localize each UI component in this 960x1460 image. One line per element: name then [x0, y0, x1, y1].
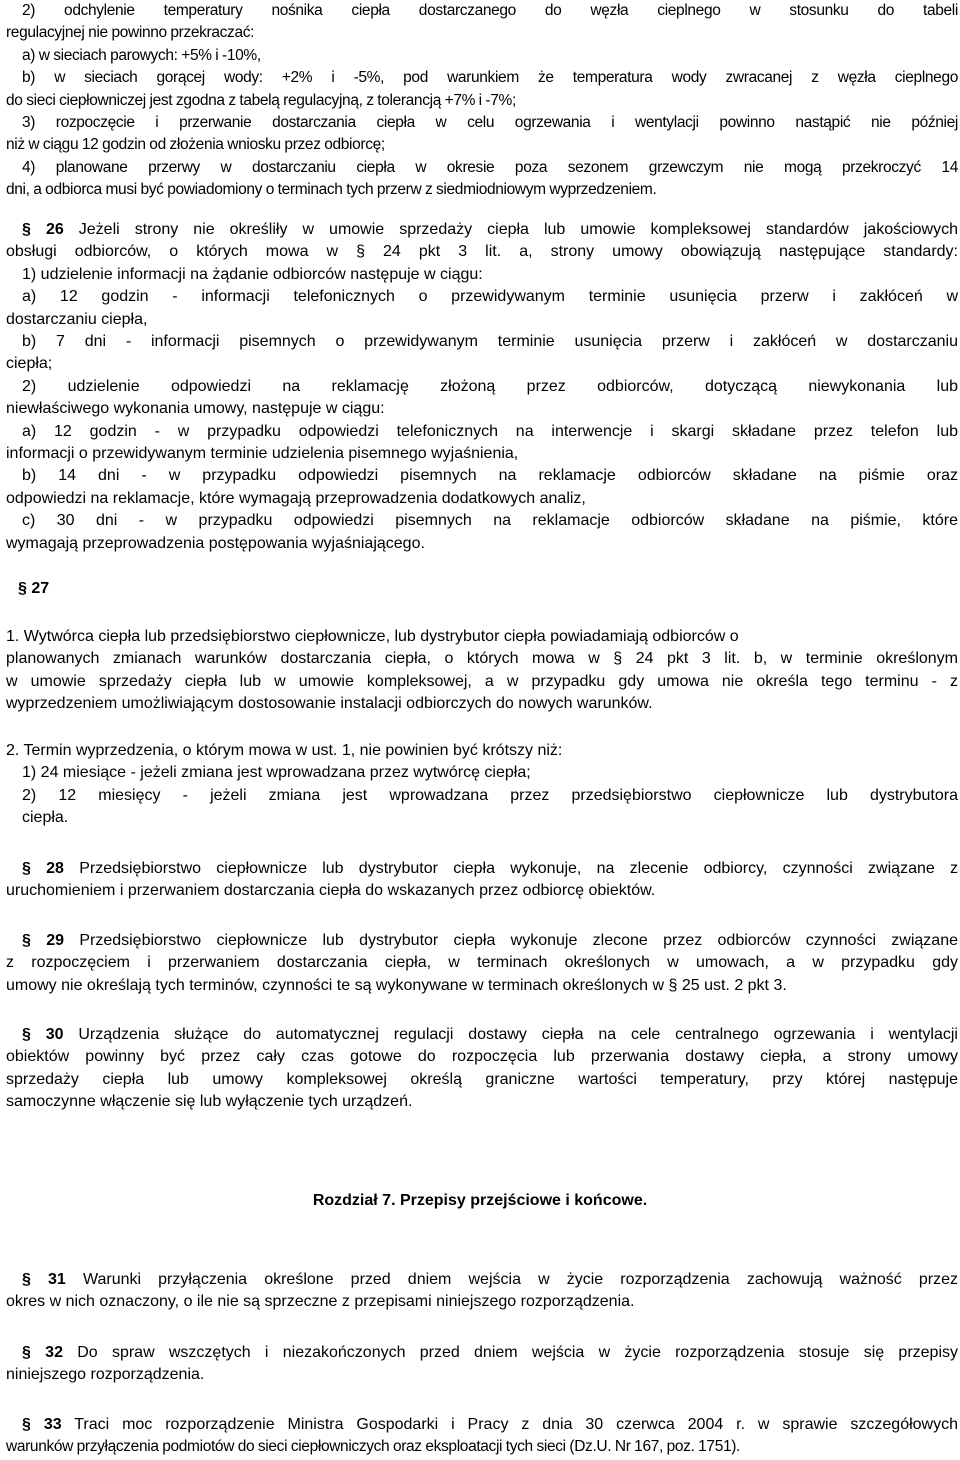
text-line: niż w ciągu 12 godzin od złożenia wniosku przez odbiorcę; — [6, 136, 385, 154]
section-symbol: § — [18, 580, 27, 597]
text-line: c) 30 dni - w przypadku odpowiedzi pisemnych na reklamacje odbiorców składane na piśmie, które — [22, 512, 958, 530]
section-number: 27 — [31, 580, 50, 597]
text-line: odpowiedzi na reklamacje, które wymagają przeprowadzenia dodatkowych analiz, — [6, 489, 586, 507]
text-line: umowy nie określają tych terminów, czynności te są wykonywane w terminach określonych w § 25 ust. 2 pkt 3. — [6, 976, 787, 994]
text-line: b) 14 dni - w przypadku odpowiedzi pisemnych na reklamacje odbiorców składane na piśmie oraz — [22, 467, 958, 485]
section-symbol: § — [22, 1416, 31, 1433]
section-30 — [6, 1024, 958, 1114]
text-line: niewłaściwego wykonania umowy, następuje w ciągu: — [6, 400, 385, 418]
text-line: a) 12 godzin - informacji telefonicznych o przewidywanym terminie usunięcia przerw i zakłóceń w — [22, 288, 958, 306]
chapter-heading: Rozdział 7. Przepisy przejściowe i końcowe. — [312, 1192, 648, 1209]
text-line: niniejszego rozporządzenia. — [6, 1366, 205, 1384]
section-number: 29 — [46, 932, 65, 949]
text-line: wymagają przeprowadzenia postępowania wyjaśniającego. — [6, 534, 425, 552]
section-29 — [6, 930, 958, 997]
text-line: 2) 12 miesięcy - jeżeli zmiana jest wprowadzana przez przedsiębiorstwo ciepłownicze lub dystrybutora — [22, 786, 958, 804]
section-number: 30 — [45, 1026, 64, 1043]
text-line: 1) 24 miesiące - jeżeli zmiana jest wprowadzana przez wytwórcę ciepła; — [22, 764, 531, 782]
section-symbol: § — [22, 1271, 31, 1288]
section-27-paragraph-2 — [6, 740, 958, 830]
text-line: 2) odchylenie temperatury nośnika ciepła dostarczanego do węzła cieplnego w stosunku do tabeli — [22, 2, 958, 19]
text-line — [6, 858, 958, 880]
text-line: do sieci ciepłowniczej jest zgodna z tabelą regulacyjną, z tolerancją +7% i -7%; — [6, 91, 516, 109]
text-line: 2. Termin wyprzedzenia, o którym mowa w ust. 1, nie powinien być krótszy niż: — [6, 742, 563, 759]
text-line: dni, a odbiorca musi być powiadomiony o terminach tych przerw z siedmiodniowym wyprzedzeniem. — [6, 181, 657, 199]
text-line: planowanych zmianach warunków dostarczania ciepła, o których mowa w § 24 pkt 3 lit. b, w terminie określonym — [6, 650, 958, 668]
text-line: warunków przyłączenia podmiotów do sieci ciepłowniczych oraz eksploatacji tych sieci (Dz.U. Nr 167, poz. 1751). — [6, 1438, 741, 1456]
text-span: Urządzenia służące do automatycznej regulacji dostawy ciepła na cele centralnego ogrzewania i wentylacji — [78, 1026, 958, 1043]
section-32 — [6, 1342, 958, 1387]
section-26 — [6, 219, 958, 555]
section-symbol: § — [22, 221, 31, 238]
text-span: Do spraw wszczętych i niezakończonych przed dniem wejścia w życie rozporządzenia stosuje się przepisy — [77, 1344, 958, 1361]
section-number: 33 — [43, 1416, 62, 1433]
section-number: 31 — [48, 1271, 66, 1288]
text-line: dostarczaniu ciepła, — [6, 310, 148, 328]
text-line: b) w sieciach gorącej wody: +2% i -5%, pod warunkiem że temperatura wody zwracanej z węzła cieplnego — [22, 69, 958, 87]
text-line — [6, 1269, 958, 1291]
text-line: b) 7 dni - informacji pisemnych o przewidywanym terminie usunięcia przerw i zakłóceń w dostarczaniu — [22, 333, 958, 351]
text-line — [6, 1024, 958, 1046]
text-line: regulacyjnej nie powinno przekraczać: — [6, 24, 255, 42]
text-line — [6, 219, 958, 241]
text-line: informacji o przewidywanym terminie udzielenia pisemnego wyjaśnienia, — [6, 445, 519, 463]
text-span: Traci moc rozporządzenie Ministra Gospodarki i Pracy z dnia 30 czerwca 2004 r. w sprawie szczegółowych — [74, 1416, 959, 1433]
section-symbol: § — [22, 932, 31, 949]
text-line: samoczynne włączenie się lub wyłączenie tych urządzeń. — [6, 1093, 413, 1111]
paragraph-deviations — [6, 0, 958, 202]
text-line: obsługi odbiorców, o których mowa w § 24 pkt 3 lit. a, strony umowy obowiązują następujące standardy: — [6, 243, 958, 261]
text-span: Przedsiębiorstwo ciepłownicze lub dystrybutor ciepła wykonuje, na zlecenie odbiorcy, czynności związane z — [79, 860, 958, 877]
section-27-heading — [18, 578, 49, 600]
section-number: 32 — [45, 1344, 63, 1361]
section-number: 28 — [46, 860, 64, 877]
text-line: 1) udzielenie informacji na żądanie odbiorców następuje w ciągu: — [22, 265, 483, 283]
text-line: a) 12 godzin - w przypadku odpowiedzi telefonicznych na interwencje i skargi składane przez telefon lub — [22, 422, 958, 440]
text-span: Przedsiębiorstwo ciepłownicze lub dystrybutor ciepła wykonuje zlecone przez odbiorców czynności związane — [79, 932, 959, 949]
section-28 — [6, 858, 958, 903]
text-line: 4) planowane przerwy w dostarczaniu ciepła w okresie poza sezonem grzewczym nie mogą przekroczyć 14 — [22, 158, 958, 176]
section-33 — [6, 1414, 958, 1459]
text-line: 2) udzielenie odpowiedzi na reklamację złożoną przez odbiorców, dotyczącą niewykonania lub — [22, 377, 958, 395]
text-line: 3) rozpoczęcie i przerwanie dostarczania ciepła w celu ogrzewania i wentylacji powinno nastąpić nie później — [22, 114, 958, 132]
section-31 — [6, 1269, 958, 1314]
text-line — [6, 1342, 958, 1364]
text-line: 1. Wytwórca ciepła lub przedsiębiorstwo ciepłownicze, lub dystrybutor ciepła powiadamiają odbiorców o — [6, 628, 739, 645]
text-line: uruchomieniem i przerwaniem dostarczania ciepła do wskazanych przez odbiorcę obiektów. — [6, 882, 656, 900]
text-span: Warunki przyłączenia określone przed dniem wejścia w życie rozporządzenia zachowują ważność przez — [82, 1271, 959, 1288]
section-27-paragraph-1 — [6, 626, 958, 716]
text-line: ciepła. — [22, 809, 69, 827]
text-line: okres w nich oznaczony, o ile nie są sprzeczne z przepisami niniejszego rozporządzenia. — [6, 1293, 635, 1311]
section-symbol: § — [22, 1344, 31, 1361]
text-span: Jeżeli strony nie określiły w umowie sprzedaży ciepła lub umowie kompleksowej standardów jakościowych — [78, 221, 958, 238]
text-line: ciepła; — [6, 355, 53, 373]
text-line: obiektów powinny być przez cały czas gotowe do rozpoczęcia lub przerwania dostawy ciepła, a strony umowy — [6, 1048, 958, 1066]
section-symbol: § — [22, 860, 31, 877]
text-line: z rozpoczęciem i przerwaniem dostarczania ciepła, w terminach określonych w umowach, a w przypadku gdy — [6, 954, 958, 972]
text-line — [6, 930, 958, 952]
section-symbol: § — [22, 1026, 31, 1043]
section-number: 26 — [45, 221, 64, 238]
text-line: w umowie sprzedaży ciepła lub w umowie kompleksowej, a w przypadku gdy umowa nie określa tego terminu - z — [6, 672, 958, 690]
text-line: wyprzedzeniem umożliwiającym dostosowanie instalacji odbiorczych do nowych warunków. — [6, 695, 653, 713]
text-line: sprzedaży ciepła lub umowy kompleksowej określą graniczne wartości temperatury, przy której następuje — [6, 1070, 958, 1088]
text-line — [6, 1414, 958, 1436]
text-line: a) w sieciach parowych: +5% i -10%, — [22, 46, 261, 64]
